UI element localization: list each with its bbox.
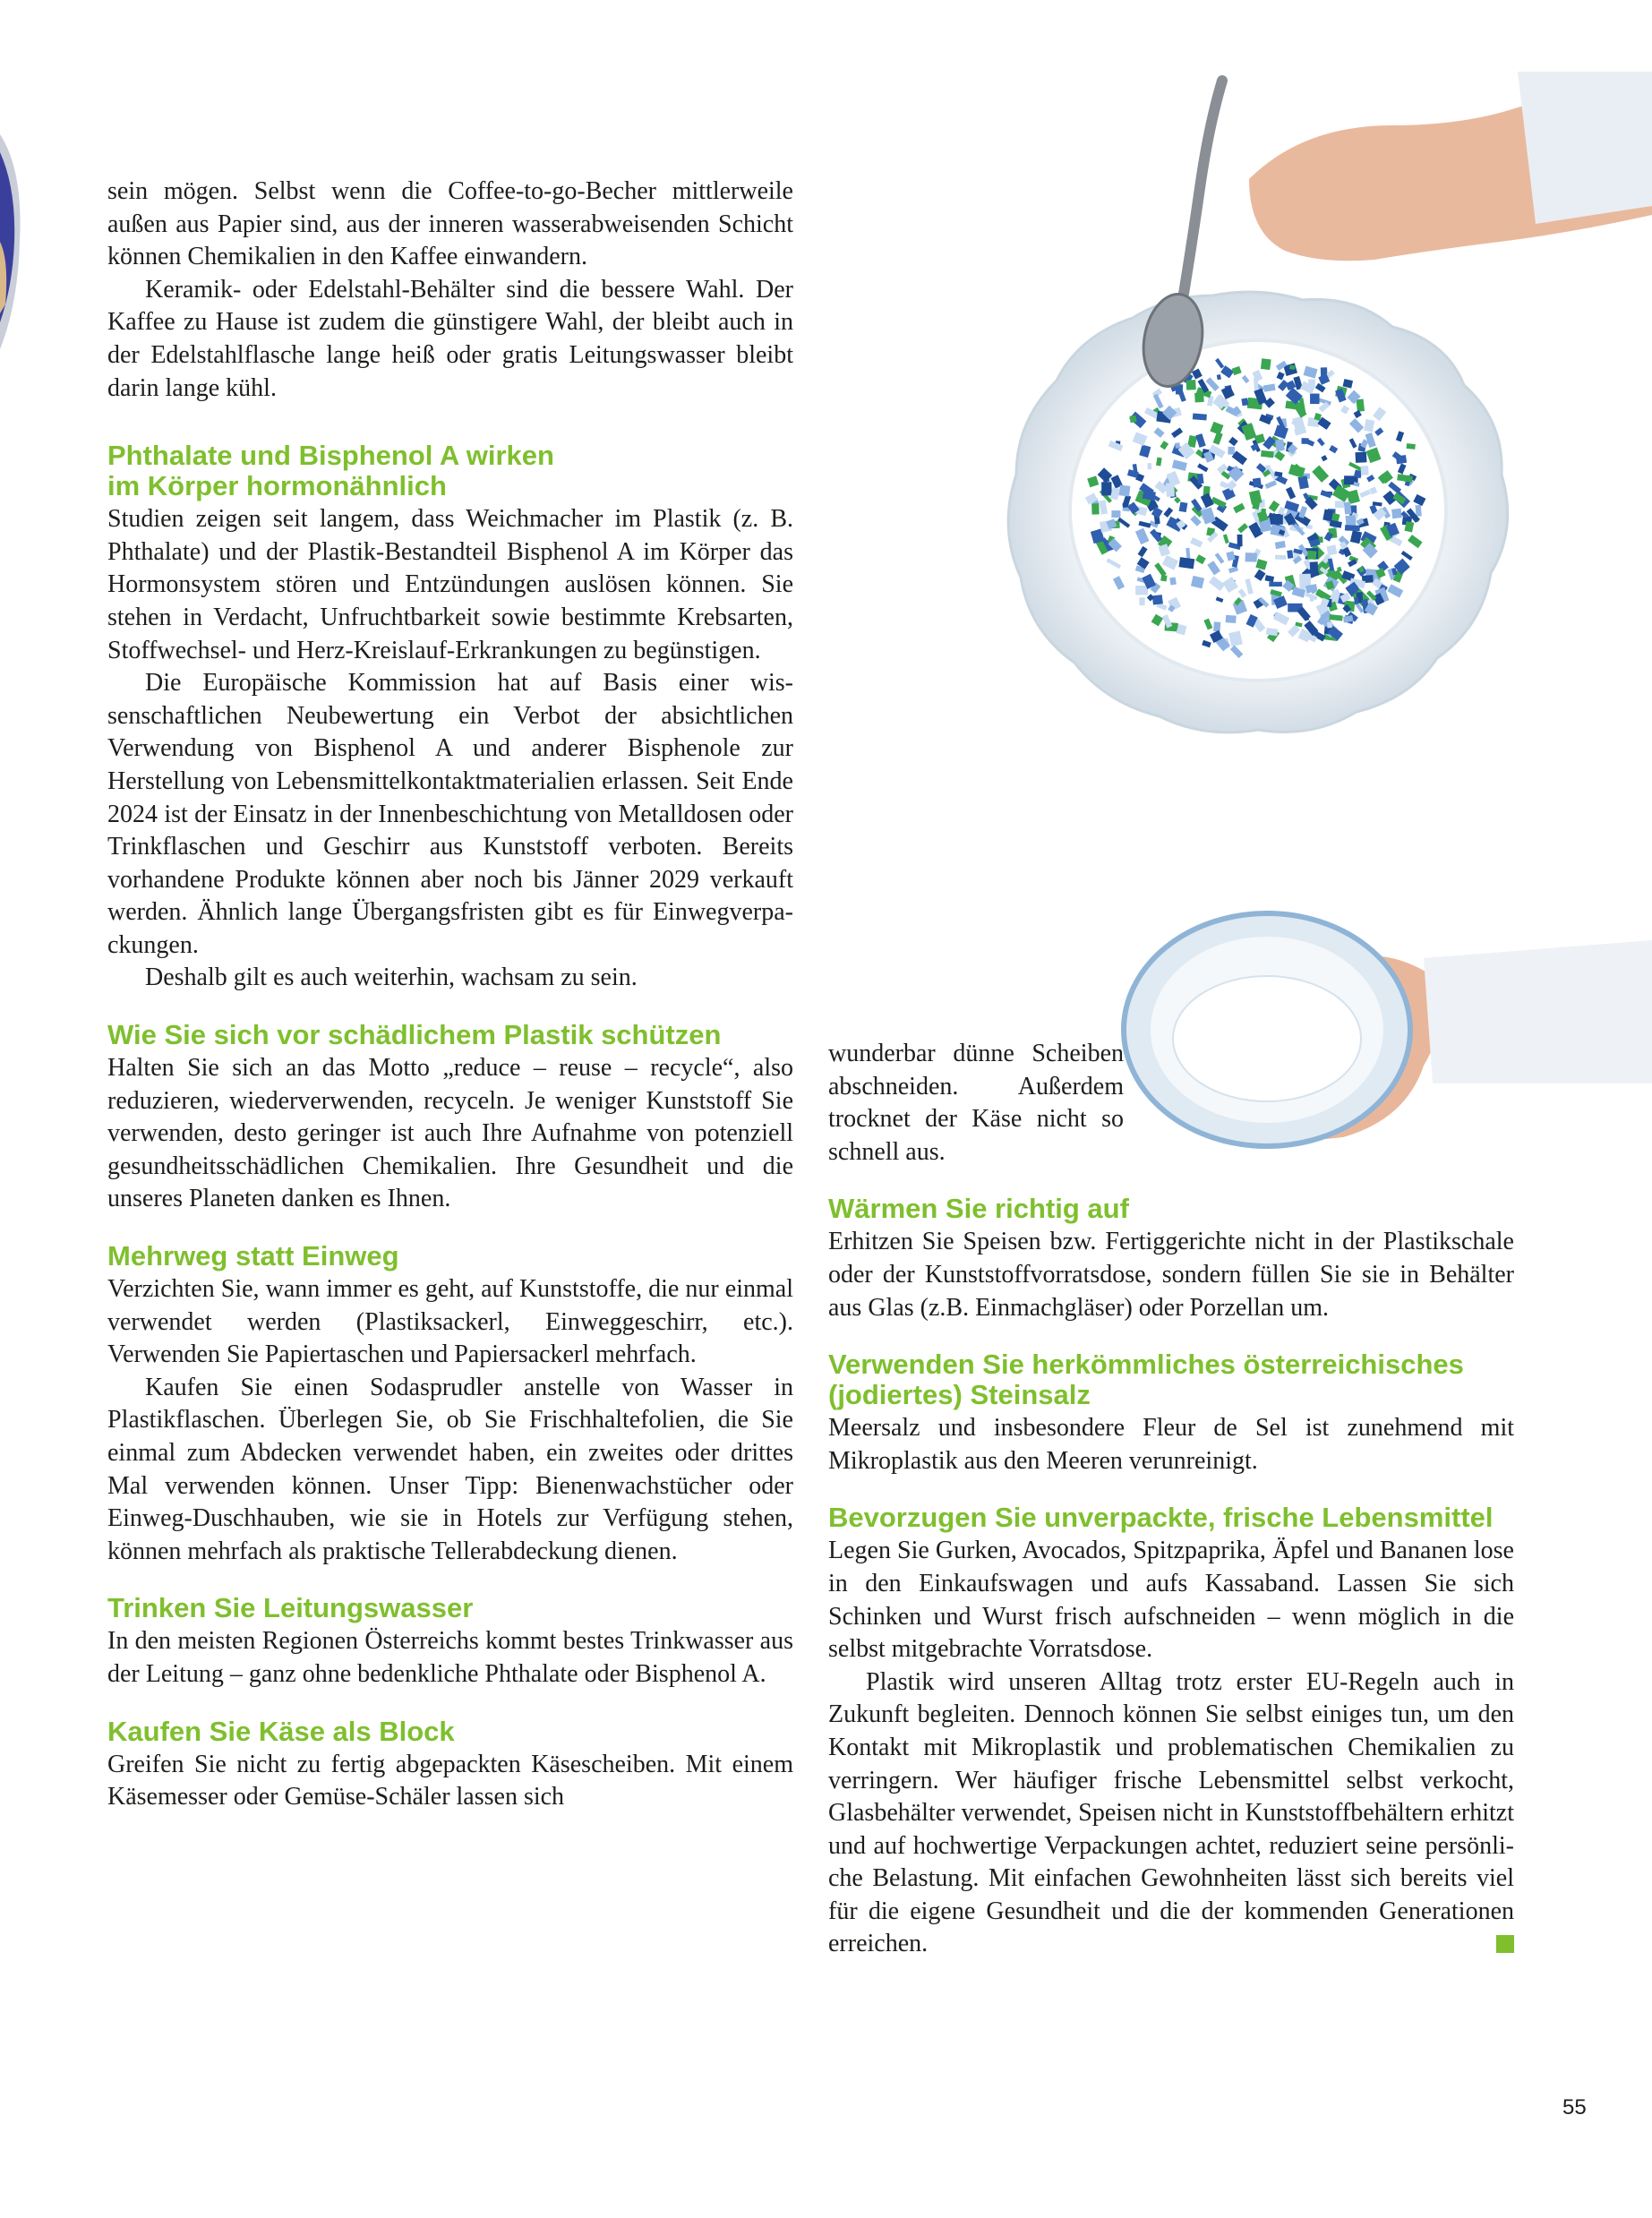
closing-text: Plastik wird unseren Alltag trotz erster EU-Regeln auch in Zukunft begleiten. Dennoch können Sie selbst einiges tun, um den Kontakt mit Mikroplastik und problematischen Chemikalien zu verringern. Wer häufiger frische Lebensmittel selbst verkocht, Glasbehälter verwendet, Speisen nicht in Kunststoffbehältern erhitzt und auf hochwertige Verpackungen achtet, reduziert seine persönliche Belastung. Mit einfachen Gewohnheiten lässt sich bereits viel für die eigene Gesundheit und die der kommenden Generationen erreichen. <box>828 1667 1514 1958</box>
body-paragraph: Die Europäische Kommission hat auf Basis einer wissenschaftlichen Neubewertung ein Verbot der absichtlichen Verwendung von Bisphenol A und anderer Bisphenole zur Herstellung von Lebensmittelkontaktmaterialien erlassen. Seit Ende 2024 ist der Einsatz in der Innenbeschichtung von Metalldosen oder Trinkflaschen und Geschirr aus Kunststoff verboten. Bereits vorhandene Produkte können aber noch bis Jänner 2029 verkauft werden. Ähnlich lange Übergangsfristen gibt es für Einwegverpackungen. <box>107 669 793 959</box>
plastic-piece <box>1139 597 1144 605</box>
section-heading-protect: Wie Sie sich vor schädlichem Plastik schützen <box>107 1019 722 1051</box>
intro-paragraph-1: sein mögen. Selbst wenn die Coffee-to-go-Becher mittlerweile außen aus Papier sind, aus der inneren wasserabweisenden Schicht können Chemikalien in den Kaffee einwandern. <box>107 177 793 271</box>
heading-line-1: Phthalate und Bisphenol A wirken <box>107 440 554 472</box>
plastic-piece <box>1194 392 1204 402</box>
plastic-piece <box>1357 398 1365 411</box>
plastic-piece <box>1091 503 1100 514</box>
plastic-piece <box>1111 510 1120 518</box>
plastic-piece <box>1326 544 1337 555</box>
plastic-piece <box>1213 621 1220 631</box>
plastic-piece <box>1391 509 1402 519</box>
plastic-piece <box>1119 484 1131 496</box>
plastic-piece <box>1147 463 1151 469</box>
body-paragraph: Legen Sie Gurken, Avocados, Spitzpaprika, Äpfel und Bananen lose in den Einkaufswagen und aufs Kassaband. Lassen Sie sich Schinken und Wurst frisch aufschneiden – wenn möglich in die selbst mitgebrachte Vorratsdose. <box>828 1537 1514 1664</box>
plastic-piece <box>1261 450 1274 458</box>
section-heading-reheat: Wärmen Sie richtig auf <box>828 1193 1129 1225</box>
body-paragraph: Greifen Sie nicht zu fertig abgepackten Käsescheiben. Mit einem Käsemesser oder Gemüse-Schäler lassen sich <box>107 1750 793 1811</box>
plastic-piece <box>1129 415 1136 424</box>
body-paragraph: Halten Sie sich an das Motto „reduce – reuse – recycle“, also reduzieren, wiederverwenden, recyceln. Je weniger Kunststoff Sie verwenden, desto geringer ist auch Ihre Aufnahme von potenziell gesundheitsschädlichen Chemikalien. Ihre Gesundheit und die unseres Planeten danken es Ihnen. <box>107 1054 793 1213</box>
section-heading-salt <box>828 1349 1514 1410</box>
plastic-piece <box>1396 455 1407 464</box>
plastic-piece <box>1241 398 1248 406</box>
body-paragraph: Meersalz und insbesondere Fleur de Sel ist zunehmend mit Mikroplastik aus den Meeren verunreinigt. <box>828 1414 1514 1475</box>
plastic-piece <box>1327 622 1332 629</box>
heading-line-2: (jodiertes) Steinsalz <box>828 1379 1091 1411</box>
body-paragraph: In den meisten Regionen Österreichs kommt bestes Trinkwasser aus der Leitung – ganz ohne bedenkliche Phthalate oder Bisphenol A. <box>107 1627 793 1688</box>
plastic-piece <box>1193 413 1207 420</box>
body-paragraph: wunderbar dünne Scheiben abschneiden. Außerdem trocknet der Käse nicht so schnell aus. <box>828 1040 1124 1166</box>
plastic-piece <box>1307 551 1317 560</box>
page-number: 55 <box>1562 2095 1587 2120</box>
plastic-piece <box>1275 555 1286 560</box>
plastic-piece <box>1261 358 1271 370</box>
heading-line-2: im Körper hormonähnlich <box>107 470 447 502</box>
plastic-piece <box>1175 442 1180 449</box>
section-heading-cheese: Kaufen Sie Käse als Block <box>107 1715 455 1747</box>
left-column <box>107 176 793 1814</box>
plastic-piece <box>1335 501 1344 508</box>
body-paragraph: Studien zeigen seit langem, dass Weichmacher im Plastik (z. B. Phthalate) und der Plastik-Bestandteil Bisphenol A im Körper das Hormonsystem stören und Entzündungen auslösen können. Sie stehen in Verdacht, Unfruchtbarkeit sowie bestimmte Krebsarten, Stoffwechsel- und Herz-Kreislauf-Erkrankungen zu begünstigen. <box>107 505 793 664</box>
plastic-piece <box>1186 380 1196 390</box>
plastic-piece <box>1301 438 1308 444</box>
plastic-piece <box>1407 443 1416 450</box>
plastic-piece <box>1245 552 1257 562</box>
body-paragraph: Deshalb gilt es auch weiterhin, wachsam zu sein. <box>145 963 638 992</box>
body-paragraph: Kaufen Sie einen Sodasprudler anstelle von Wasser in Plastikflaschen. Überlegen Sie, ob Sie Frischhaltefolien, die Sie einmal zum Abdecken verwendet haben, ein zweites oder drittes Mal verwenden können. Unser Tipp: Bienenwachstücher oder Einweg-Duschhauben, wie sie in Hotels zur Verfügung stehen, können mehrfach als praktische Tellerabdeckung dienen. <box>107 1373 793 1565</box>
body-paragraph <box>828 1666 1514 1961</box>
plastic-piece <box>1355 452 1366 463</box>
right-column <box>828 1038 1514 1961</box>
plastic-piece <box>1415 505 1421 517</box>
plastic-piece <box>1226 615 1237 623</box>
plastic-piece <box>1178 557 1194 569</box>
plastic-piece <box>1237 535 1243 546</box>
plastic-piece <box>1344 501 1352 514</box>
plastic-piece <box>1152 595 1163 604</box>
edge-photo-fragment <box>0 134 23 349</box>
plastic-piece <box>1101 482 1112 495</box>
plastic-piece <box>1253 478 1262 488</box>
plastic-piece <box>1310 394 1319 405</box>
plate-microplastic-illustration <box>837 72 1652 851</box>
plastic-piece <box>1135 586 1148 595</box>
section-heading-tapwater: Trinken Sie Leitungswasser <box>107 1592 474 1624</box>
body-paragraph: Erhitzen Sie Speisen bzw. Fertiggerichte nicht in der Plastikschale oder der Kunststoffvorratsdose, sondern füllen Sie sie in Behälter aus Glas (z.B. Einmachgläser) oder Porzellan um. <box>828 1228 1514 1322</box>
plastic-piece <box>1269 582 1281 587</box>
section-heading-fresh-food: Bevorzugen Sie unverpackte, frische Lebensmittel <box>828 1502 1494 1534</box>
body-paragraph: Verzichten Sie, wann immer es geht, auf Kunststoffe, die nur einmal verwendet werden (Plastiksackerl, Einweggeschirr, etc.). Verwenden Sie Papiertaschen und Papiersackerl mehrfach. <box>107 1275 793 1369</box>
plastic-piece <box>1289 365 1296 370</box>
end-mark-icon <box>1496 1935 1514 1953</box>
intro-paragraph-2: Keramik- oder Edelstahl-Behälter sind die bessere Wahl. Der Kaffee zu Hause ist zudem die günstigere Wahl, der bleibt auch in der Edelstahlflasche lange heiß oder gratis Leitungswasser bleibt darin lange kühl. <box>107 275 793 402</box>
plastic-piece <box>1169 577 1177 585</box>
plastic-piece <box>1123 502 1127 508</box>
plastic-piece <box>1361 466 1369 475</box>
plastic-piece <box>1345 525 1360 531</box>
plastic-piece <box>1166 483 1175 497</box>
plastic-piece <box>1228 447 1235 455</box>
section-heading-phthalate <box>107 441 793 501</box>
section-heading-reuse: Mehrweg statt Einweg <box>107 1240 399 1272</box>
cheese-continuation <box>828 1038 1124 1169</box>
plastic-piece <box>1287 550 1293 559</box>
hand <box>1249 72 1652 261</box>
plastic-piece <box>1275 439 1285 451</box>
plastic-piece <box>1197 474 1204 484</box>
heading-line-1: Verwenden Sie herkömmliches österreichisches <box>828 1349 1464 1381</box>
